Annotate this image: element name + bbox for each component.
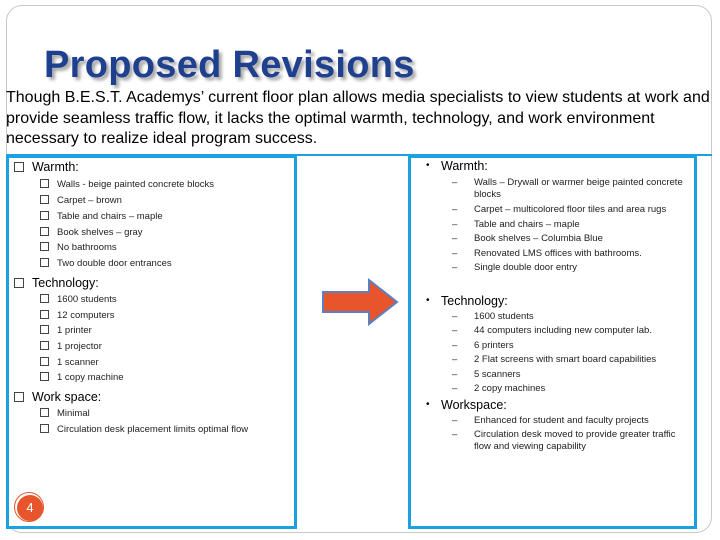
list-item: Walls - beige painted concrete blocks [40, 179, 214, 190]
list-item: 1 copy machine [40, 372, 124, 383]
square-bullet-icon [40, 408, 49, 417]
list-item: Walls – Drywall or warmer beige painted concrete blocks [474, 177, 683, 200]
square-bullet-icon [40, 341, 49, 350]
dash-icon: – [452, 262, 458, 273]
list-item: No bathrooms [40, 242, 117, 253]
list-item: Circulation desk placement limits optimal flow [40, 424, 248, 435]
list-item: 44 computers including new computer lab. [474, 325, 652, 336]
list-item: 12 computers [40, 310, 115, 321]
square-bullet-icon [14, 392, 24, 402]
dash-icon: – [452, 233, 458, 244]
right-arrow-icon [321, 278, 399, 326]
square-bullet-icon [40, 294, 49, 303]
square-bullet-icon [40, 357, 49, 366]
list-item: Book shelves – gray [40, 227, 143, 238]
list-item: 5 scanners [474, 369, 521, 380]
square-bullet-icon [40, 211, 49, 220]
dash-icon: – [452, 354, 458, 365]
left-workspace-heading: Work space: [14, 390, 101, 404]
square-bullet-icon [40, 179, 49, 188]
list-item: Carpet – brown [40, 195, 122, 206]
list-item: Renovated LMS offices with bathrooms. [474, 248, 642, 259]
list-item: Carpet – multicolored floor tiles and area rugs [474, 204, 667, 215]
square-bullet-icon [40, 325, 49, 334]
list-item: 2 Flat screens with smart board capabilities [474, 354, 657, 365]
list-item: 2 copy machines [474, 383, 546, 394]
square-bullet-icon [14, 278, 24, 288]
square-bullet-icon [40, 424, 49, 433]
list-item: 1 projector [40, 341, 102, 352]
page-number: 4 [17, 495, 43, 521]
dash-icon: – [452, 340, 458, 351]
dash-icon: – [452, 325, 458, 336]
bullet-icon: • [426, 295, 430, 306]
square-bullet-icon [14, 162, 24, 172]
dash-icon: – [452, 429, 458, 440]
dash-icon: – [452, 248, 458, 259]
square-bullet-icon [40, 227, 49, 236]
right-technology-heading: Technology: [441, 294, 508, 308]
left-technology-heading: Technology: [14, 276, 99, 290]
square-bullet-icon [40, 258, 49, 267]
dash-icon: – [452, 415, 458, 426]
bullet-icon: • [426, 399, 430, 410]
dash-icon: – [452, 369, 458, 380]
list-item: Table and chairs – maple [474, 219, 580, 230]
dash-icon: – [452, 311, 458, 322]
right-workspace-heading: Workspace: [441, 398, 507, 412]
right-warmth-heading: Warmth: [441, 159, 488, 173]
list-item: Single double door entry [474, 262, 577, 273]
square-bullet-icon [40, 310, 49, 319]
square-bullet-icon [40, 242, 49, 251]
current-plan-panel-edge [294, 155, 297, 529]
list-item: Minimal [40, 408, 90, 419]
list-item: 1600 students [40, 294, 117, 305]
list-item: Circulation desk moved to provide greater traffic flow and viewing capability [474, 429, 676, 452]
left-warmth-heading: Warmth: [14, 160, 79, 174]
list-item: 6 printers [474, 340, 514, 351]
list-item: Enhanced for student and faculty projects [474, 415, 649, 426]
list-item: 1600 students [474, 311, 534, 322]
dash-icon: – [452, 383, 458, 394]
dash-icon: – [452, 177, 458, 188]
dash-icon: – [452, 219, 458, 230]
list-item: 1 scanner [40, 357, 99, 368]
list-item: 1 printer [40, 325, 92, 336]
page-title: Proposed Revisions [44, 44, 415, 86]
square-bullet-icon [40, 372, 49, 381]
square-bullet-icon [40, 195, 49, 204]
bullet-icon: • [426, 160, 430, 171]
list-item: Two double door entrances [40, 258, 172, 269]
list-item: Table and chairs – maple [40, 211, 163, 222]
dash-icon: – [452, 204, 458, 215]
intro-paragraph: Though B.E.S.T. Academys’ current floor plan allows media specialists to view students at work and provide seamless traffic flow, it lacks the optimal warmth, technology, and work environment necessary to realize ideal program success. [6, 89, 710, 147]
list-item: Book shelves – Columbia Blue [474, 233, 603, 244]
